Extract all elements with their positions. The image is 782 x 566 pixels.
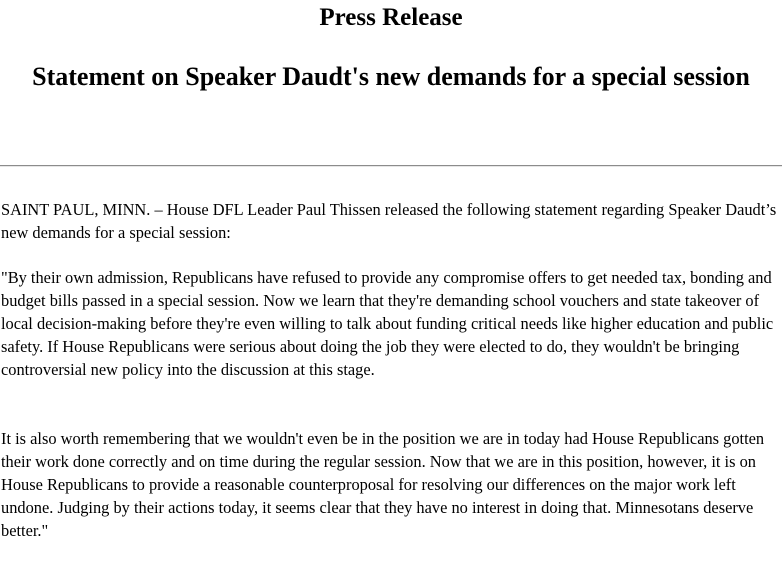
intro-paragraph: SAINT PAUL, MINN. – House DFL Leader Paul Thissen released the following statement regarding Speaker Daudt’s new demands for a special session: — [1, 200, 777, 242]
horizontal-divider — [0, 165, 782, 167]
document-type-heading: Press Release — [319, 4, 463, 31]
quote-paragraph-1: "By their own admission, Republicans have refused to provide any compromise offers to get needed tax, bonding and budget bills passed in a special session. Now we learn that they're demanding school vouchers and state takeover of local decision-making before they're even willing to talk about funding critical needs like higher education and public safety. If House Republicans were serious about doing the job they were elected to do, they wouldn't be bringing controversial new policy into the discussion at this stage. — [1, 268, 774, 379]
quote-paragraph-2: It is also worth remembering that we wouldn't even be in the position we are in today had House Republicans gotten their work done correctly and on time during the regular session. Now that we are in this position, however, it is on House Republicans to provide a reasonable counterproposal for resolving our differences on the major work left undone. Judging by their actions today, it seems clear that they have no interest in doing that. Minnesotans deserve better." — [1, 429, 765, 540]
page-title: Statement on Speaker Daudt's new demands for a special session — [32, 62, 750, 91]
